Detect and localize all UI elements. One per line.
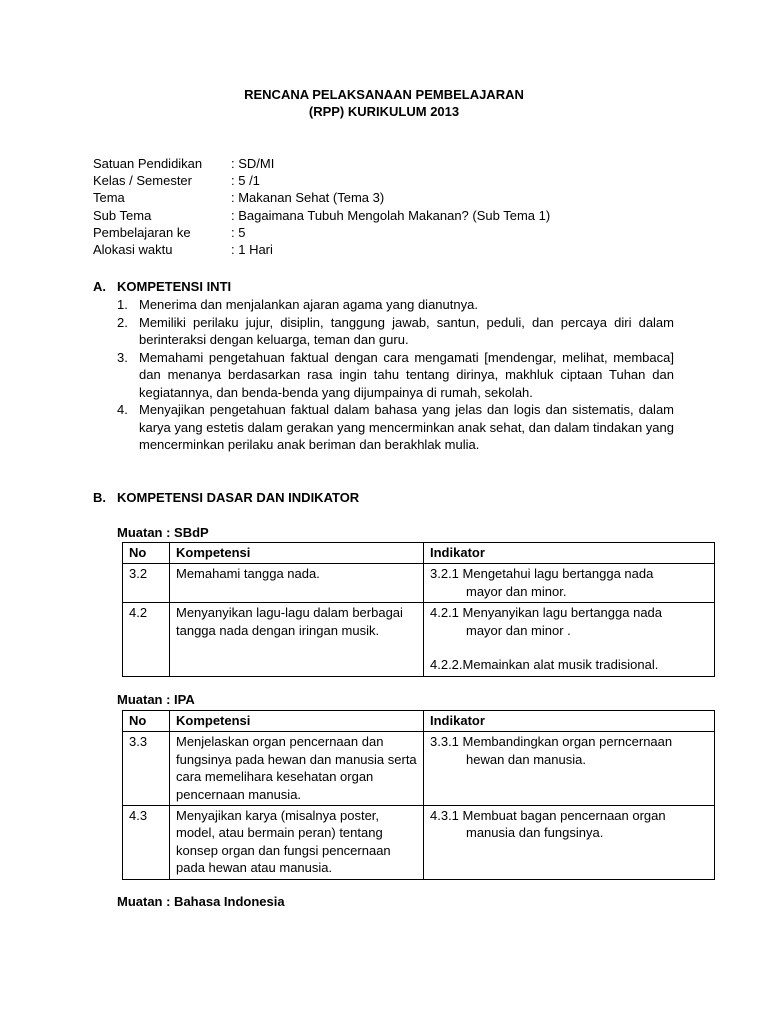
cell-no: 4.3 (123, 806, 170, 880)
ipa-table (122, 710, 715, 880)
indikator-text: mayor dan minor. (466, 583, 567, 599)
muatan-ipa-label: Muatan : IPA (117, 692, 195, 707)
cell-kompetensi: Menyanyikan lagu-lagu dalam berbagai tangga nada dengan iringan musik. (170, 603, 424, 677)
cell-kompetensi: Menjelaskan organ pencernaan dan fungsinya pada hewan dan manusia serta cara memelihara kesehatan organ pencernaan manusia. (170, 732, 424, 806)
identity-value: : SD/MI (231, 156, 275, 171)
identity-label: Tema (93, 190, 125, 206)
list-item (117, 314, 674, 349)
list-text: Memiliki perilaku jujur, disiplin, tanggung jawab, santun, peduli, dan percaya diri dalam berinteraksi dengan keluarga, teman dan guru. (139, 314, 674, 347)
list-text: Menyajikan pengetahuan faktual dalam bahasa yang jelas dan logis dan sistematis, dalam karya yang estetis dalam gerakan yang mencerminkan anak sehat, dan dalam tindakan yang mencerminkan perilaku anak beriman dan berakhlak mulia. (139, 402, 674, 452)
list-number: 3. (117, 349, 128, 365)
identity-label: Satuan Pendidikan (93, 156, 203, 171)
indikator-text: manusia dan fungsinya. (466, 825, 604, 841)
spacer (430, 639, 708, 656)
list-text: Menerima dan menjalankan ajaran agama yang dianutnya. (139, 297, 478, 312)
identity-value: : 5 /1 (231, 173, 260, 189)
identity-label: Pembelajaran ke (93, 224, 191, 240)
list-item (117, 296, 674, 314)
identity-row (93, 224, 550, 241)
identity-label: Sub Tema (93, 207, 152, 223)
document-title (0, 86, 768, 120)
header-indikator: Indikator (424, 711, 715, 732)
identity-label: Kelas / Semester (93, 173, 192, 189)
indikator-text: 3.3.1 Membandingkan organ perncernaan (430, 734, 673, 750)
header-kompetensi: Kompetensi (170, 543, 424, 564)
indikator-text: mayor dan minor . (466, 622, 571, 638)
muatan-sbdp-label: Muatan : SBdP (117, 525, 209, 540)
identity-row (93, 207, 550, 224)
identity-label: Alokasi waktu (93, 241, 173, 257)
identity-value: : Makanan Sehat (Tema 3) (231, 190, 385, 206)
cell-indikator (424, 732, 715, 806)
sbdp-table (122, 542, 715, 677)
list-number: 2. (117, 314, 128, 330)
identity-value: : 1 Hari (231, 241, 273, 257)
indikator-text: 4.3.1 Membuat bagan pencernaan organ (430, 808, 666, 824)
header-kompetensi: Kompetensi (170, 711, 424, 732)
section-number: A. (93, 279, 106, 294)
list-item (117, 401, 674, 454)
identity-value: : Bagaimana Tubuh Mengolah Makanan? (Sub Tema 1) (231, 207, 551, 223)
table-header-row (123, 711, 715, 732)
table-row (123, 603, 715, 677)
indikator-text: 4.2.2.Memainkan alat musik tradisional. (430, 657, 659, 673)
identity-value: : 5 (231, 224, 246, 240)
table-header-row (123, 543, 715, 564)
list-number: 1. (117, 297, 128, 312)
table-row (123, 564, 715, 603)
identity-row (93, 189, 550, 206)
table-row (123, 732, 715, 806)
identity-row (93, 172, 550, 189)
indikator-text: hewan dan manusia. (466, 751, 586, 767)
cell-kompetensi: Memahami tangga nada. (170, 564, 424, 603)
cell-kompetensi: Menyajikan karya (misalnya poster, model, atau bermain peran) tentang konsep organ dan fungsi pencernaan pada hewan atau manusia. (170, 806, 424, 880)
section-a-heading (93, 279, 231, 294)
list-number: 4. (117, 402, 128, 417)
cell-no: 3.2 (123, 564, 170, 603)
cell-no: 3.3 (123, 732, 170, 806)
header-indikator: Indikator (424, 543, 715, 564)
section-b-heading (93, 490, 359, 505)
cell-indikator (424, 806, 715, 880)
identity-row (93, 155, 550, 172)
list-item (117, 349, 674, 402)
header-no: No (123, 543, 170, 564)
title-line-1: RENCANA PELAKSANAAN PEMBELAJARAN (244, 87, 524, 102)
identity-block (93, 155, 550, 258)
indikator-text: 3.2.1 Mengetahui lagu bertangga nada (430, 566, 654, 582)
cell-indikator (424, 603, 715, 677)
section-title: KOMPETENSI DASAR DAN INDIKATOR (117, 490, 360, 505)
header-no: No (123, 711, 170, 732)
cell-no: 4.2 (123, 603, 170, 677)
section-number: B. (93, 490, 106, 505)
identity-row (93, 241, 550, 258)
table-row (123, 806, 715, 880)
indikator-text: 4.2.1 Menyanyikan lagu bertangga nada (430, 605, 663, 621)
kompetensi-inti-list (117, 296, 674, 454)
title-line-2: (RPP) KURIKULUM 2013 (308, 104, 460, 119)
list-text: Memahami pengetahuan faktual dengan cara mengamati [mendengar, melihat, membaca] dan menanya berdasarkan rasa ingin tahu tentang dirinya, makhluk ciptaan Tuhan dan kegiatannya, dan benda-benda yang dijumpainya di rumah, sekolah. (139, 349, 674, 400)
section-title: KOMPETENSI INTI (117, 279, 232, 294)
cell-indikator (424, 564, 715, 603)
muatan-bahasa-indonesia-label: Muatan : Bahasa Indonesia (117, 894, 285, 909)
